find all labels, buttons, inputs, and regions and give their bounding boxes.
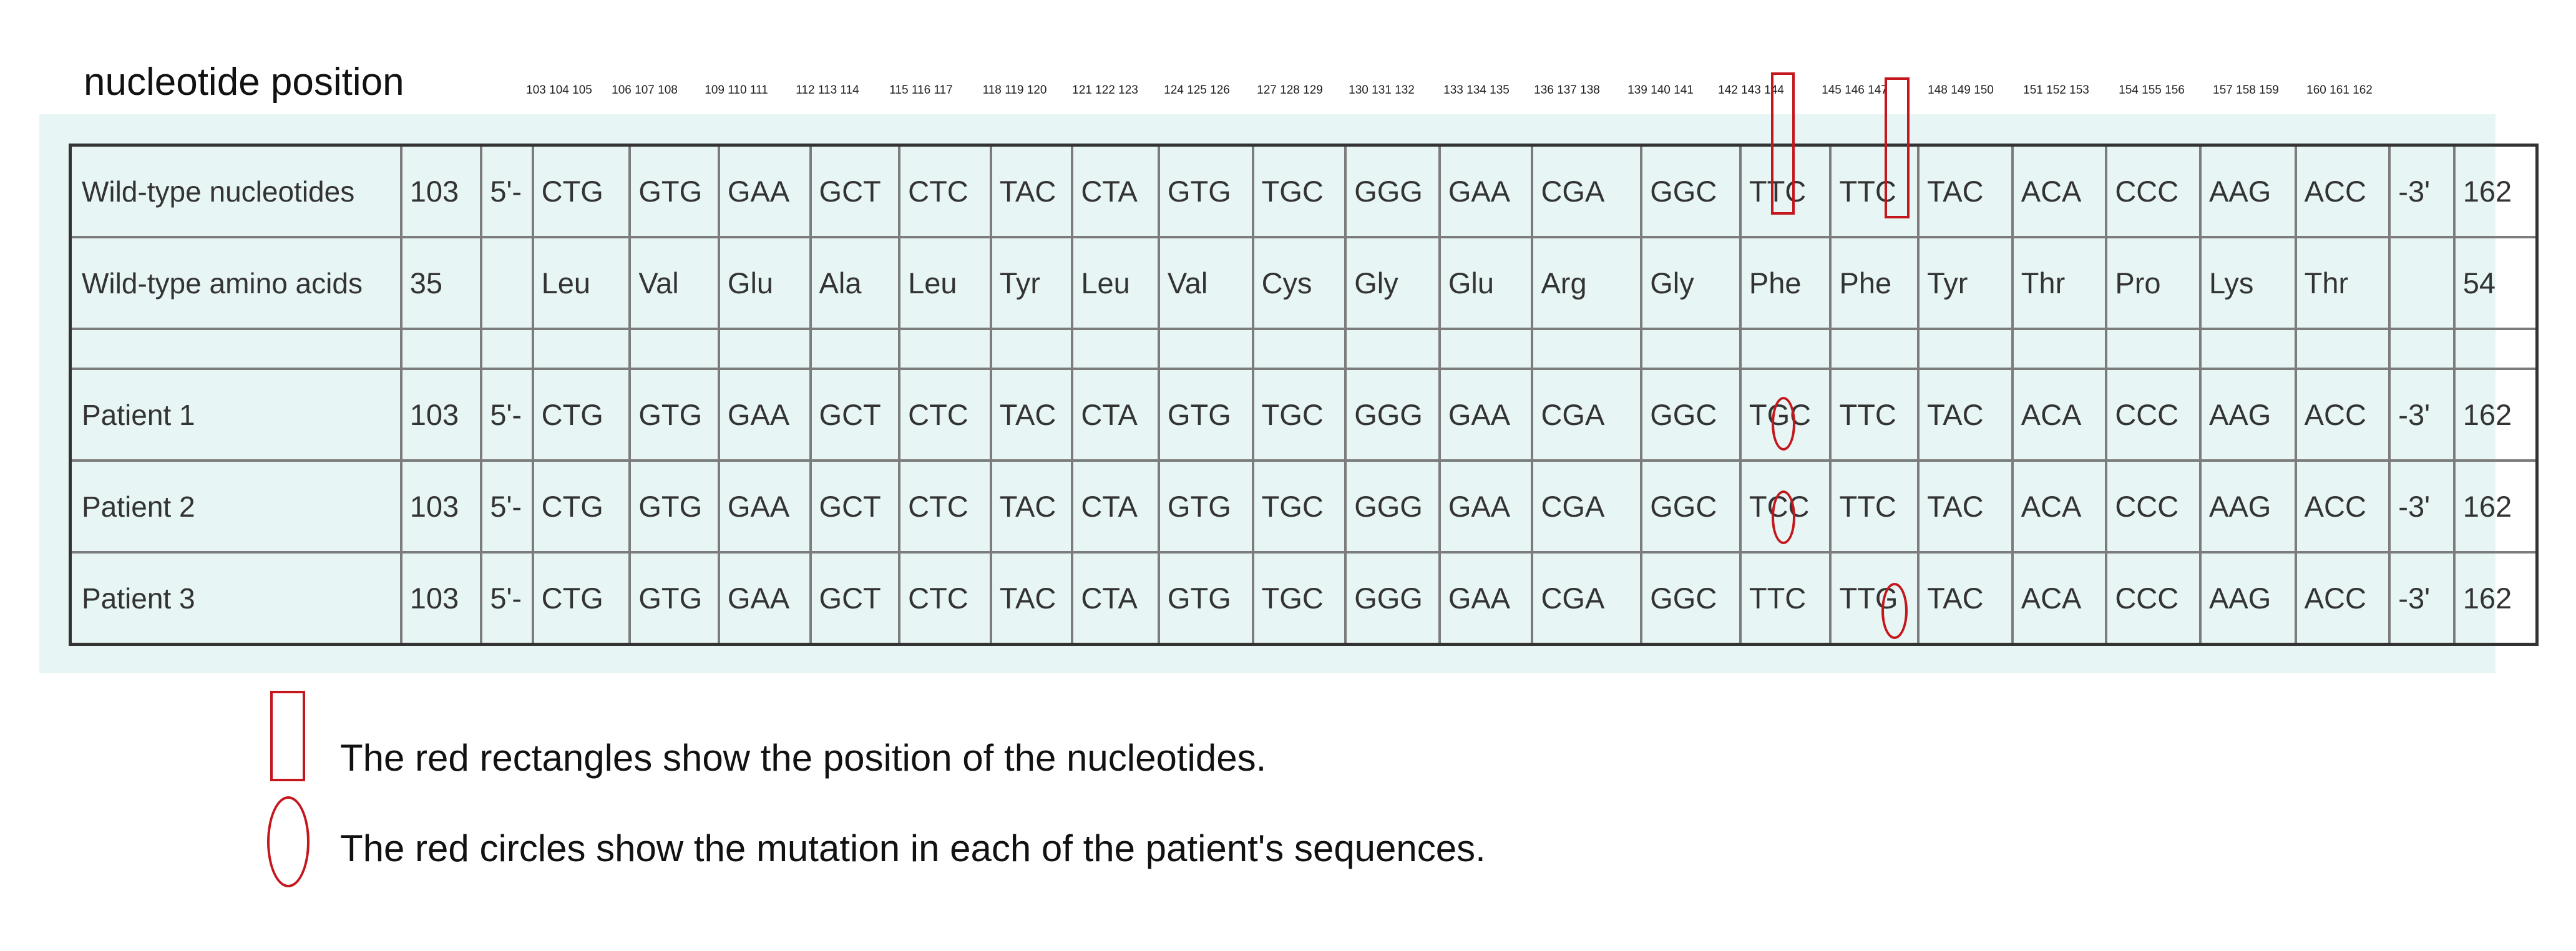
end-position: 54 (2454, 237, 2537, 329)
codon-cell: Glu (719, 237, 811, 329)
codon-cell: Tyr (991, 237, 1073, 329)
position-label-row (0, 0, 2576, 125)
empty-cell (401, 329, 482, 369)
codon-cell: GGG (1345, 145, 1440, 238)
codon-cell: ACA (2012, 552, 2107, 645)
empty-cell (2012, 329, 2107, 369)
row-label: Patient 1 (71, 369, 401, 461)
position-label: 154 155 156 (2119, 84, 2185, 97)
empty-cell (2200, 329, 2296, 369)
empty-cell (71, 329, 401, 369)
codon-cell: Pro (2106, 237, 2200, 329)
codon-cell: TAC (991, 461, 1073, 552)
empty-cell (1345, 329, 1440, 369)
codon-cell: ACA (2012, 461, 2107, 552)
codon-cell: TAC (1918, 145, 2012, 238)
empty-cell (2389, 329, 2454, 369)
empty-cell (2106, 329, 2200, 369)
start-position: 103 (401, 461, 482, 552)
codon-cell: GAA (719, 461, 811, 552)
codon-cell: TAC (991, 552, 1073, 645)
position-label: 151 152 153 (2023, 84, 2089, 97)
codon-cell: GTG (630, 369, 719, 461)
codon-cell: CTG (533, 145, 630, 238)
codon-cell: TGC (1740, 369, 1831, 461)
codon-cell: Tyr (1918, 237, 2012, 329)
codon-cell: Thr (2012, 237, 2107, 329)
five-prime-end: 5'- (481, 461, 532, 552)
nucleotide-position-title: nucleotide position (84, 61, 404, 104)
codon-cell: CGA (1532, 552, 1641, 645)
position-label: 127 128 129 (1257, 84, 1323, 97)
empty-cell (533, 329, 630, 369)
codon-cell: CGA (1532, 145, 1641, 238)
codon-cell: CTA (1072, 552, 1159, 645)
five-prime-end (481, 237, 532, 329)
codon-cell: Leu (533, 237, 630, 329)
start-position: 103 (401, 552, 482, 645)
codon-cell: GAA (1440, 552, 1533, 645)
end-position: 162 (2454, 552, 2537, 645)
codon-cell: GTG (630, 145, 719, 238)
codon-cell: GCT (811, 461, 900, 552)
codon-cell: AAG (2200, 461, 2296, 552)
codon-cell: Leu (1072, 237, 1159, 329)
codon-cell: GGC (1641, 145, 1740, 238)
codon-cell: TTC (1830, 145, 1918, 238)
empty-cell (1641, 329, 1740, 369)
three-prime-end: -3' (2389, 461, 2454, 552)
empty-cell (1159, 329, 1253, 369)
three-prime-end: -3' (2389, 369, 2454, 461)
codon-cell: AAG (2200, 369, 2296, 461)
codon-cell: CGA (1532, 369, 1641, 461)
codon-cell: GGG (1345, 369, 1440, 461)
codon-cell: ACA (2012, 145, 2107, 238)
codon-cell: Ala (811, 237, 900, 329)
sequence-row (71, 145, 2537, 238)
codon-cell: Glu (1440, 237, 1533, 329)
position-label: 124 125 126 (1164, 84, 1230, 97)
codon-cell: GAA (1440, 461, 1533, 552)
end-position: 162 (2454, 461, 2537, 552)
codon-cell: CTC (899, 145, 991, 238)
codon-cell: TAC (1918, 369, 2012, 461)
position-label: 115 116 117 (889, 84, 953, 97)
sequence-row (71, 237, 2537, 329)
three-prime-end: -3' (2389, 552, 2454, 645)
codon-cell: GAA (1440, 369, 1533, 461)
position-label: 130 131 132 (1349, 84, 1415, 97)
codon-cell: CGA (1532, 461, 1641, 552)
position-label: 136 137 138 (1534, 84, 1600, 97)
codon-cell: TAC (1918, 461, 2012, 552)
codon-cell: TTC (1740, 145, 1831, 238)
position-label: 145 146 147 (1822, 84, 1888, 97)
codon-cell: AAG (2200, 552, 2296, 645)
position-label: 148 149 150 (1928, 84, 1994, 97)
codon-cell: TTG (1830, 552, 1918, 645)
codon-cell: GCT (811, 369, 900, 461)
start-position: 103 (401, 145, 482, 238)
codon-cell: Phe (1830, 237, 1918, 329)
position-label: 160 161 162 (2306, 84, 2373, 97)
codon-cell: TGC (1253, 145, 1346, 238)
empty-cell (991, 329, 1073, 369)
codon-cell: CTA (1072, 145, 1159, 238)
start-position: 35 (401, 237, 482, 329)
codon-cell: ACC (2296, 552, 2390, 645)
codon-cell: CCC (2106, 552, 2200, 645)
five-prime-end: 5'- (481, 145, 532, 238)
codon-cell: Val (1159, 237, 1253, 329)
codon-cell: GGG (1345, 552, 1440, 645)
codon-cell: CTG (533, 552, 630, 645)
codon-cell: GTG (1159, 145, 1253, 238)
codon-cell: GTG (1159, 552, 1253, 645)
codon-cell: Gly (1345, 237, 1440, 329)
codon-cell: ACC (2296, 369, 2390, 461)
codon-cell: ACC (2296, 461, 2390, 552)
position-label: 142 143 144 (1718, 84, 1784, 97)
codon-cell: GAA (719, 552, 811, 645)
legend-circle-text: The red circles show the mutation in each of the patient's sequences. (340, 827, 1486, 869)
position-label: 109 110 111 (705, 84, 768, 97)
codon-cell: GGC (1641, 461, 1740, 552)
codon-cell: GGC (1641, 552, 1740, 645)
row-label: Patient 3 (71, 552, 401, 645)
start-position: 103 (401, 369, 482, 461)
empty-cell (481, 329, 532, 369)
empty-cell (1532, 329, 1641, 369)
row-label: Patient 2 (71, 461, 401, 552)
codon-cell: TCC (1740, 461, 1831, 552)
sequence-row (71, 369, 2537, 461)
codon-cell: GTG (1159, 369, 1253, 461)
spacer-row (71, 329, 2537, 369)
codon-cell: GTG (630, 552, 719, 645)
codon-cell: TTC (1830, 461, 1918, 552)
legend-circle-icon (267, 796, 310, 887)
codon-cell: Thr (2296, 237, 2390, 329)
codon-cell: ACA (2012, 369, 2107, 461)
codon-cell: Cys (1253, 237, 1346, 329)
legend-rect-icon (270, 691, 305, 781)
codon-cell: CTA (1072, 369, 1159, 461)
position-label: 121 122 123 (1072, 84, 1138, 97)
position-label: 103 104 105 (526, 84, 592, 97)
codon-cell: CTC (899, 369, 991, 461)
position-label: 139 140 141 (1627, 84, 1694, 97)
codon-cell: CTC (899, 461, 991, 552)
sequence-row (71, 552, 2537, 645)
empty-cell (1918, 329, 2012, 369)
codon-cell: Gly (1641, 237, 1740, 329)
empty-cell (1740, 329, 1831, 369)
position-label: 157 158 159 (2213, 84, 2279, 97)
end-position: 162 (2454, 145, 2537, 238)
position-label: 106 107 108 (612, 84, 678, 97)
empty-cell (899, 329, 991, 369)
empty-cell (2296, 329, 2390, 369)
codon-cell: GGC (1641, 369, 1740, 461)
row-label: Wild-type amino acids (71, 237, 401, 329)
sequence-row (71, 461, 2537, 552)
legend-rect-text: The red rectangles show the position of the nucleotides. (340, 737, 1267, 779)
codon-cell: TAC (991, 145, 1073, 238)
codon-cell: Arg (1532, 237, 1641, 329)
codon-cell: ACC (2296, 145, 2390, 238)
end-position: 162 (2454, 369, 2537, 461)
codon-cell: TGC (1253, 552, 1346, 645)
sequence-alignment-table (69, 144, 2539, 646)
codon-cell: CTC (899, 552, 991, 645)
codon-cell: AAG (2200, 145, 2296, 238)
codon-cell: Val (630, 237, 719, 329)
three-prime-end: -3' (2389, 145, 2454, 238)
empty-cell (630, 329, 719, 369)
codon-cell: TTC (1740, 552, 1831, 645)
codon-cell: GGG (1345, 461, 1440, 552)
codon-cell: Lys (2200, 237, 2296, 329)
codon-cell: Phe (1740, 237, 1831, 329)
codon-cell: CCC (2106, 369, 2200, 461)
codon-cell: CTA (1072, 461, 1159, 552)
codon-cell: Leu (899, 237, 991, 329)
codon-cell: GTG (1159, 461, 1253, 552)
position-label: 118 119 120 (982, 84, 1047, 97)
position-label: 133 134 135 (1443, 84, 1510, 97)
codon-cell: TGC (1253, 461, 1346, 552)
three-prime-end (2389, 237, 2454, 329)
codon-cell: TTC (1830, 369, 1918, 461)
empty-cell (1072, 329, 1159, 369)
codon-cell: GAA (719, 369, 811, 461)
empty-cell (811, 329, 900, 369)
codon-cell: GCT (811, 552, 900, 645)
position-label: 112 113 114 (796, 84, 859, 97)
five-prime-end: 5'- (481, 369, 532, 461)
empty-cell (719, 329, 811, 369)
codon-cell: TGC (1253, 369, 1346, 461)
codon-cell: GAA (719, 145, 811, 238)
codon-cell: CCC (2106, 461, 2200, 552)
row-label: Wild-type nucleotides (71, 145, 401, 238)
empty-cell (2454, 329, 2537, 369)
codon-cell: GAA (1440, 145, 1533, 238)
codon-cell: CTG (533, 461, 630, 552)
empty-cell (1253, 329, 1346, 369)
empty-cell (1440, 329, 1533, 369)
codon-cell: GCT (811, 145, 900, 238)
codon-cell: TAC (991, 369, 1073, 461)
codon-cell: TAC (1918, 552, 2012, 645)
codon-cell: CTG (533, 369, 630, 461)
empty-cell (1830, 329, 1918, 369)
codon-cell: GTG (630, 461, 719, 552)
five-prime-end: 5'- (481, 552, 532, 645)
codon-cell: CCC (2106, 145, 2200, 238)
